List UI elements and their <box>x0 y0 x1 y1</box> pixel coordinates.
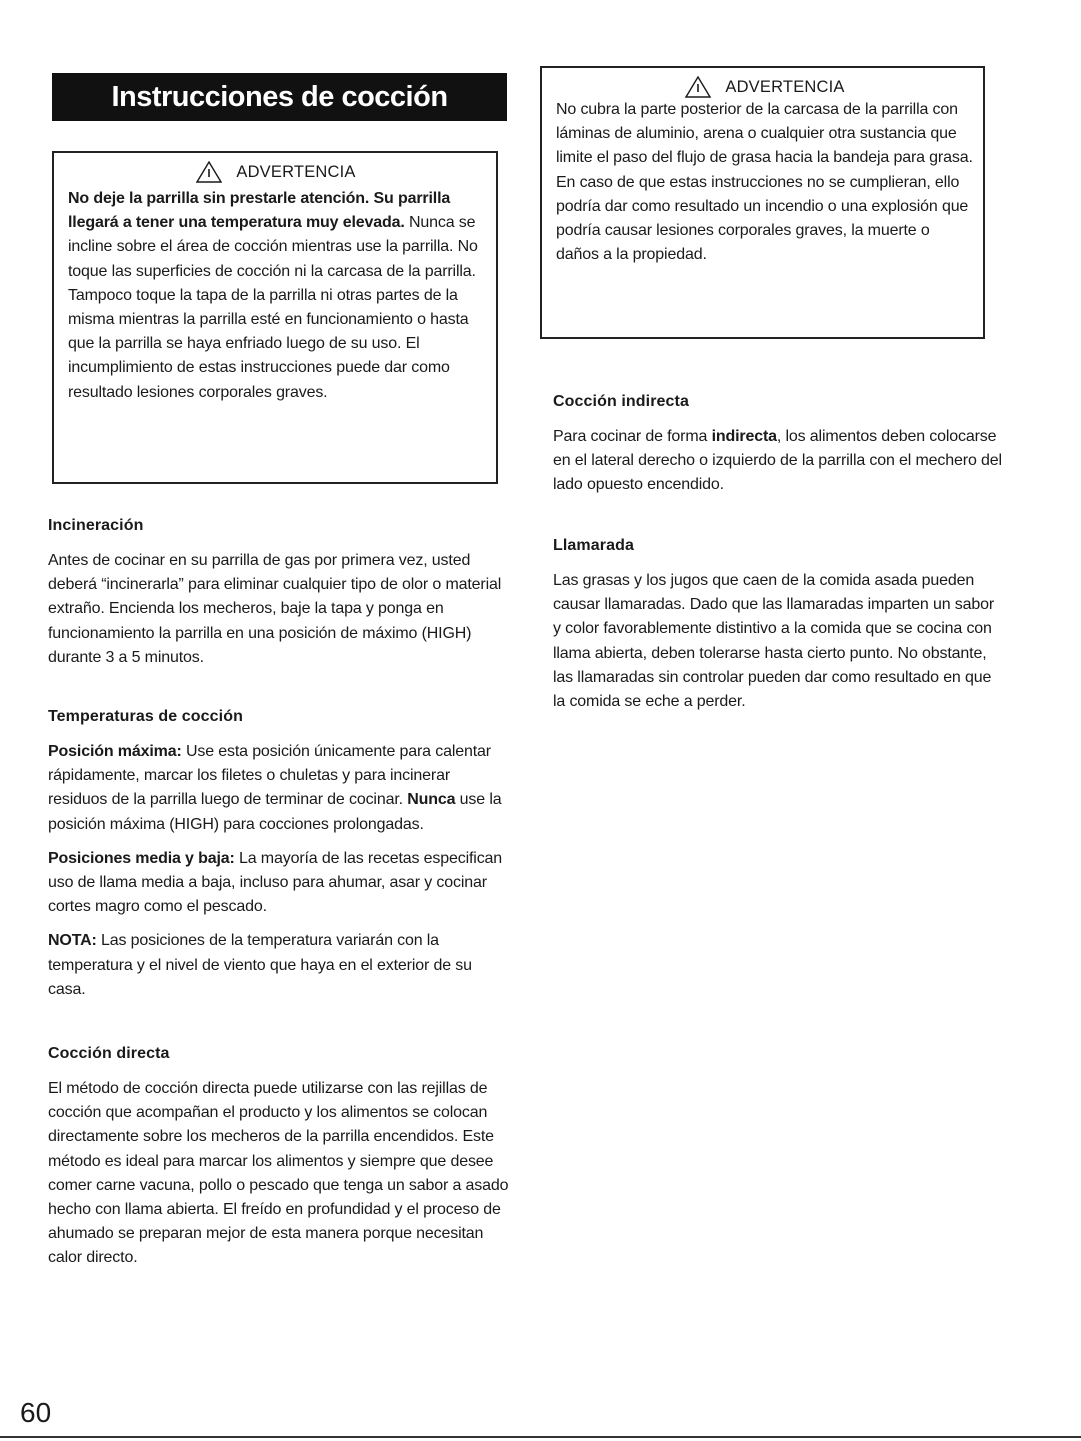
warning-left-header <box>68 161 484 183</box>
section-indirecta <box>553 393 1008 498</box>
page-title: Instrucciones de cocción <box>52 73 507 121</box>
text-indirecta-b: , los alimentos deben colocarse en el lateral derecho o izquierdo de la parrilla con el mechero del lado opuesto encendido. <box>553 428 1002 494</box>
warning-right-text-1: No cubra la parte posterior de la carcasa de la parrilla con láminas de aluminio, arena o cualquier otra sustancia que limite el paso del flujo de grasa hacia la bandeja para grasa. <box>556 101 973 167</box>
warning-left-body: Nunca se incline sobre el área de cocción mientras use la parrilla. No toque las superficies de cocción ni la carcasa de la parrilla. Tampoco toque la tapa de la parrilla ni otras partes de la misma mientras la parrilla esté en funcionamiento o hasta que la parrilla se haya enfriado luego de su uso. El incumplimiento de estas instrucciones puede dar como resultado lesiones corporales graves. <box>68 214 478 401</box>
warning-left-text <box>68 187 484 405</box>
warning-right-content <box>556 76 974 267</box>
text-directa: El método de cocción directa puede utilizarse con las rejillas de cocción que acompañan el producto y los alimentos se colocan directamente sobre los mecheros de la parrilla encendidos. Este método es ideal para marcar los alimentos y siempre que desee comer carne vacuna, pollo o pescado que tenga un sabor a asado hecho con llama abierta. El freído en profundidad y el proceso de ahumado se preparan mejor de esta manera porque necesitan calor directo. <box>48 1080 509 1267</box>
warning-right-text-2: En caso de que estas instrucciones no se cumplieran, ello podría dar como resultado un incendio o una explosión que podría causar lesiones corporales graves, la muerte o daños a la propiedad. <box>556 173 969 264</box>
warning-triangle-icon <box>196 161 222 183</box>
warning-left-bold: No deje la parrilla sin prestarle atención. Su parrilla llegará a tener una temperatura muy elevada. <box>68 190 451 232</box>
text-posicion-maxima-a: Use esta posición únicamente para calentar rápidamente, marcar los filetes o chuletas y para incinerar residuos de la parrilla luego de terminar de cocinar. <box>48 743 491 809</box>
warning-box-left <box>52 151 498 484</box>
page-number: 60 <box>20 1397 52 1428</box>
text-nunca: Nunca <box>407 791 456 809</box>
section-directa <box>48 1045 510 1271</box>
warning-right-header <box>556 76 974 98</box>
footer-rule <box>0 1436 1081 1438</box>
warning-left-title: ADVERTENCIA <box>236 162 356 181</box>
text-llamarada: Las grasas y los jugos que caen de la comida asada pueden causar llamaradas. Dado que las llamaradas imparten un sabor y color favorablemente distintivo a la comida que se cocina con llama abierta, deben tolerarse hasta cierto punto. No obstante, las llamaradas sin controlar pueden dar como resultado en que la comida se eche a perder. <box>553 572 995 711</box>
text-incineracion: Antes de cocinar en su parrilla de gas por primera vez, usted deberá “incinerarla” para eliminar cualquier tipo de olor o material extraño. Encienda los mecheros, baje la tapa y ponga en funcionamiento la parrilla en una posición de máximo (HIGH) durante 3 a 5 minutos. <box>48 552 502 666</box>
section-llamarada <box>553 537 1003 714</box>
heading-llamarada: Llamarada <box>553 537 634 554</box>
text-indirecta <box>553 425 1008 498</box>
text-nota <box>48 929 510 1002</box>
heading-incineracion: Incineración <box>48 517 144 534</box>
label-posicion-maxima: Posición máxima: <box>48 743 182 760</box>
heading-directa: Cocción directa <box>48 1045 170 1062</box>
text-posicion-maxima-b: use la posición máxima (HIGH) para cocciones prolongadas. <box>48 791 502 833</box>
heading-temperaturas: Temperaturas de cocción <box>48 708 243 725</box>
warning-right-title: ADVERTENCIA <box>725 77 845 96</box>
section-incineracion <box>48 517 510 670</box>
text-indirecta-bold: indirecta <box>711 428 777 445</box>
text-nota-body: Las posiciones de la temperatura variarán con la temperatura y el nivel de viento que haya en el exterior de su casa. <box>48 932 472 998</box>
label-nota: NOTA: <box>48 932 97 950</box>
label-posiciones-media-baja: Posiciones media y baja: <box>48 849 235 867</box>
section-temperaturas <box>48 708 510 1002</box>
text-posicion-maxima <box>48 740 510 837</box>
text-posiciones-body: La mayoría de las recetas especifican uso de llama media a baja, incluso para ahumar, asar y cocinar cortes magro como el pescado. <box>48 849 503 916</box>
warning-left-content <box>68 161 484 405</box>
warning-box-right <box>540 66 985 339</box>
heading-indirecta: Cocción indirecta <box>553 393 689 410</box>
text-indirecta-a: Para cocinar de forma <box>553 428 712 445</box>
warning-triangle-icon <box>685 76 711 98</box>
text-posiciones-media-baja <box>48 847 510 920</box>
